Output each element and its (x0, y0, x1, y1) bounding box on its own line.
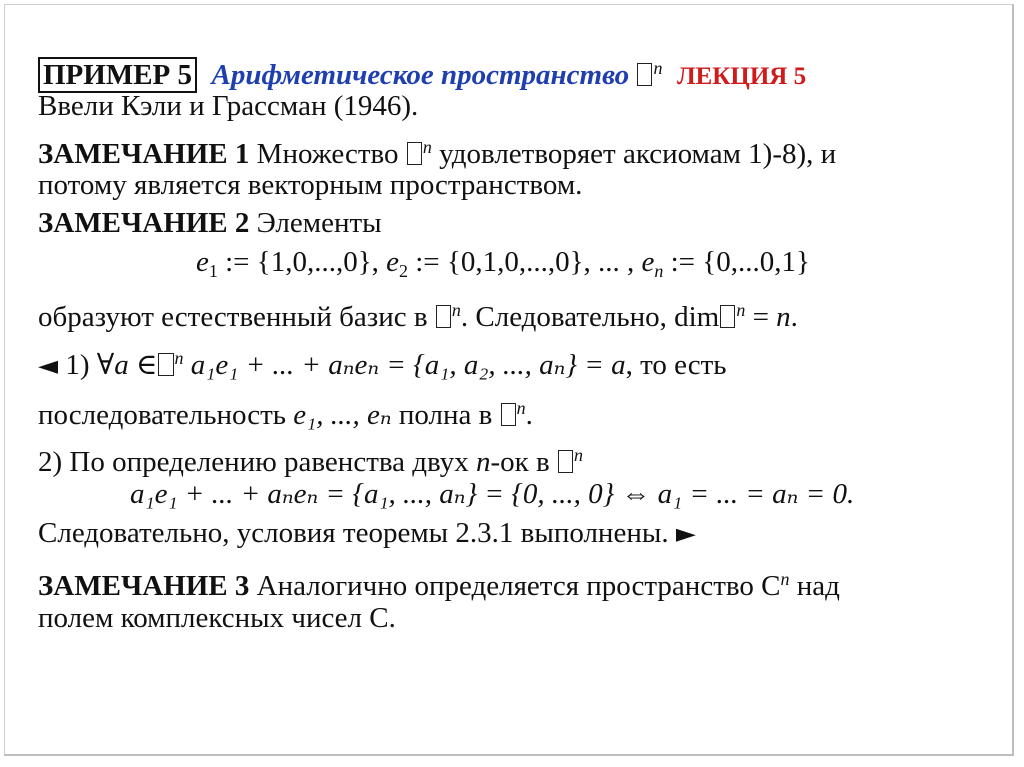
proof-in: ∈ (128, 348, 158, 381)
remark3-text-b: над (789, 569, 840, 602)
real-space-symbol-icon (407, 142, 422, 165)
proof-item2-n: n (476, 445, 491, 478)
proof-item2-formula: a₁e₁ + ... + aₙeₙ = {a₁, ..., aₙ} = {0, ..., 0} ⇔ a₁ = ... = aₙ = 0. (130, 478, 855, 510)
history-line: Ввели Кэли и Грассман (1946). (38, 90, 419, 122)
remark1-line (38, 129, 836, 172)
topic-title: Арифметическое пространство (211, 58, 630, 91)
remark3-text-a: Аналогично определяется пространство C (249, 569, 781, 602)
remark1-line2: потому является векторным пространством. (38, 169, 583, 201)
real-space-symbol-icon (436, 305, 451, 328)
basis-e1-value: := {1,0,...,0}, (217, 246, 387, 278)
proof-a: a (114, 348, 129, 381)
proof-item1-e: полна в (391, 398, 500, 431)
proof-end-icon: ► (675, 519, 696, 549)
basis-en-value: := {0,...0,1} (663, 246, 810, 278)
title-sup-n: n (653, 58, 663, 78)
basis-e2-index: 2 (399, 260, 408, 281)
lecture-label: ЛЕКЦИЯ 5 (676, 62, 807, 90)
example-label: ПРИМЕР 5 (38, 57, 197, 93)
proof-start-icon: ◄ (38, 350, 59, 381)
remark1-sup-n: n (422, 137, 432, 157)
proof-item2-b: -ок в (490, 445, 557, 478)
basis-e2: e (386, 246, 399, 278)
remark2-text: Элементы (249, 207, 382, 239)
real-space-symbol-icon (720, 305, 735, 328)
proof-sequence: e₁, ..., eₙ (293, 398, 392, 431)
basis-period: . (790, 300, 798, 333)
basis-n: n (776, 300, 791, 333)
dim-sup-n: n (736, 300, 746, 320)
remark3-label: ЗАМЕЧАНИЕ 3 (38, 569, 250, 602)
basis-e2-value: := {0,1,0,...,0}, ... , (407, 246, 642, 278)
remark1-text-b: удовлетворяет аксиомам 1)-8), и (431, 137, 837, 170)
proof-sup-n-2: n (516, 398, 526, 418)
remark3-sup-n: n (780, 569, 790, 589)
proof-item1-formula: a₁e₁ + ... + aₙeₙ = {a₁, a₂, ..., aₙ} = a (190, 348, 626, 381)
real-space-symbol-icon (637, 63, 652, 86)
proof-item1-line2 (38, 390, 533, 433)
real-space-symbol-icon (501, 403, 516, 426)
conclusion-text: Следовательно, условия теоремы 2.3.1 выполнены. (38, 517, 676, 549)
proof-item2-line (38, 437, 583, 480)
proof-item1-d: последовательность (38, 398, 294, 431)
basis-e1: e (196, 246, 209, 278)
real-space-symbol-icon (558, 450, 573, 473)
proof-item1-c: , то есть (625, 348, 727, 381)
remark1-label: ЗАМЕЧАНИЕ 1 (38, 137, 250, 170)
basis-en: e (641, 246, 655, 278)
basis-line (38, 292, 798, 335)
proof-sup-n-3: n (574, 445, 584, 465)
proof-item1-a: 1) ∀ (58, 348, 115, 381)
proof-item1-line (38, 340, 727, 384)
basis-e1-index: 1 (208, 260, 218, 281)
basis-equals: = (745, 300, 777, 333)
basis-sup-n: n (451, 300, 461, 320)
basis-formula (196, 244, 810, 289)
basis-text-a: образуют естественный базис в (38, 300, 435, 333)
remark3-line2: полем комплексных чисел C. (38, 602, 396, 634)
remark2-label: ЗАМЕЧАНИЕ 2 (38, 207, 250, 239)
conclusion-line (38, 515, 696, 552)
remark3-line (38, 561, 840, 604)
proof-item2-a: 2) По определению равенства двух (38, 445, 477, 478)
real-space-symbol-icon (158, 353, 173, 376)
basis-text-b: . Следовательно, dim (460, 300, 720, 333)
basis-en-index: n (654, 260, 664, 281)
remark1-text-a: Множество (249, 137, 406, 170)
proof-item1-f: . (525, 398, 533, 431)
remark2-line (38, 205, 382, 241)
proof-sup-n: n (174, 348, 184, 368)
